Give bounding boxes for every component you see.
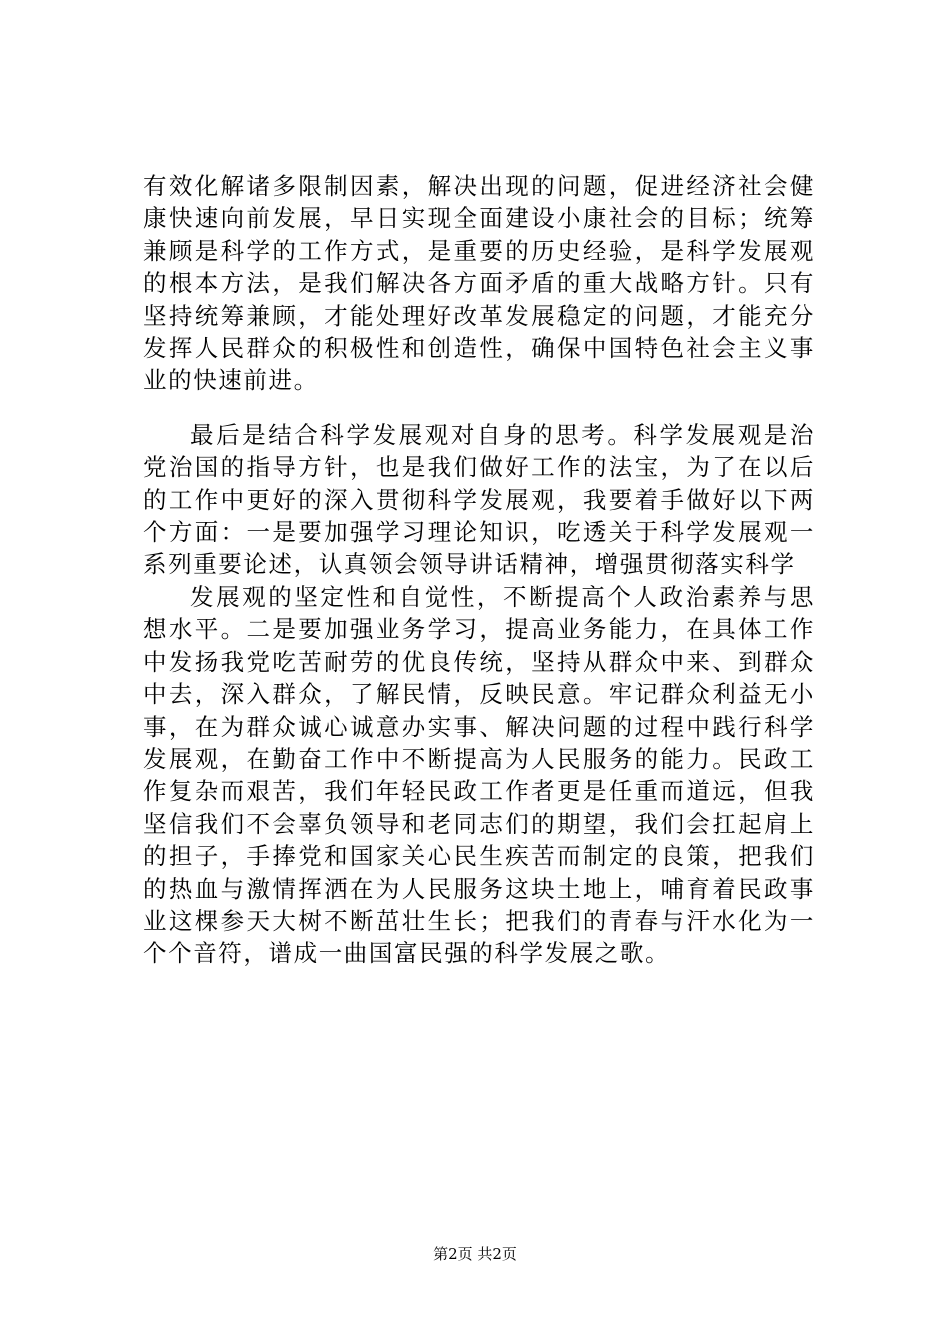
page-number-footer: 第2页 共2页: [433, 1245, 517, 1263]
paragraph-reflection: 最后是结合科学发展观对自身的思考。科学发展观是治党治国的指导方针，也是我们做好工作的法宝，为了在以后的工作中更好的深入贯彻科学发展观，我要着手做好以下两个方面：一是要加强学习理论知识，吃透关于科学发展观一系列重要论述，认真领会领导讲话精神，增强贯彻落实科学: [143, 420, 815, 579]
paragraph-continuation: 有效化解诸多限制因素，解决出现的问题，促进经济社会健康快速向前发展，早日实现全面建设小康社会的目标；统筹兼顾是科学的工作方式，是重要的历史经验，是科学发展观的根本方法，是我们解决各方面矛盾的重大战略方针。只有坚持统筹兼顾，才能处理好改革发展稳定的问题，才能充分发挥人民群众的积极性和创造性，确保中国特色社会主义事业的快速前进。: [143, 172, 815, 395]
paragraph-development: 发展观的坚定性和自觉性，不断提高个人政治素养与思想水平。二是要加强业务学习，提高业务能力，在具体工作中发扬我党吃苦耐劳的优良传统，坚持从群众中来、到群众中去，深入群众，了解民情，反映民意。牢记群众利益无小事，在为群众诚心诚意办实事、解决问题的过程中践行科学发展观，在勤奋工作中不断提高为人民服务的能力。民政工作复杂而艰苦，我们年轻民政工作者更是任重而道远，但我坚信我们不会辜负领导和老同志们的期望，我们会扛起肩上的担子，手捧党和国家关心民生疾苦而制定的良策，把我们的热血与激情挥洒在为人民服务这块土地上，哺育着民政事业这棵参天大树不断茁壮生长；把我们的青春与汗水化为一个个音符，谱成一曲国富民强的科学发展之歌。: [143, 582, 815, 968]
document-body: [143, 170, 815, 970]
